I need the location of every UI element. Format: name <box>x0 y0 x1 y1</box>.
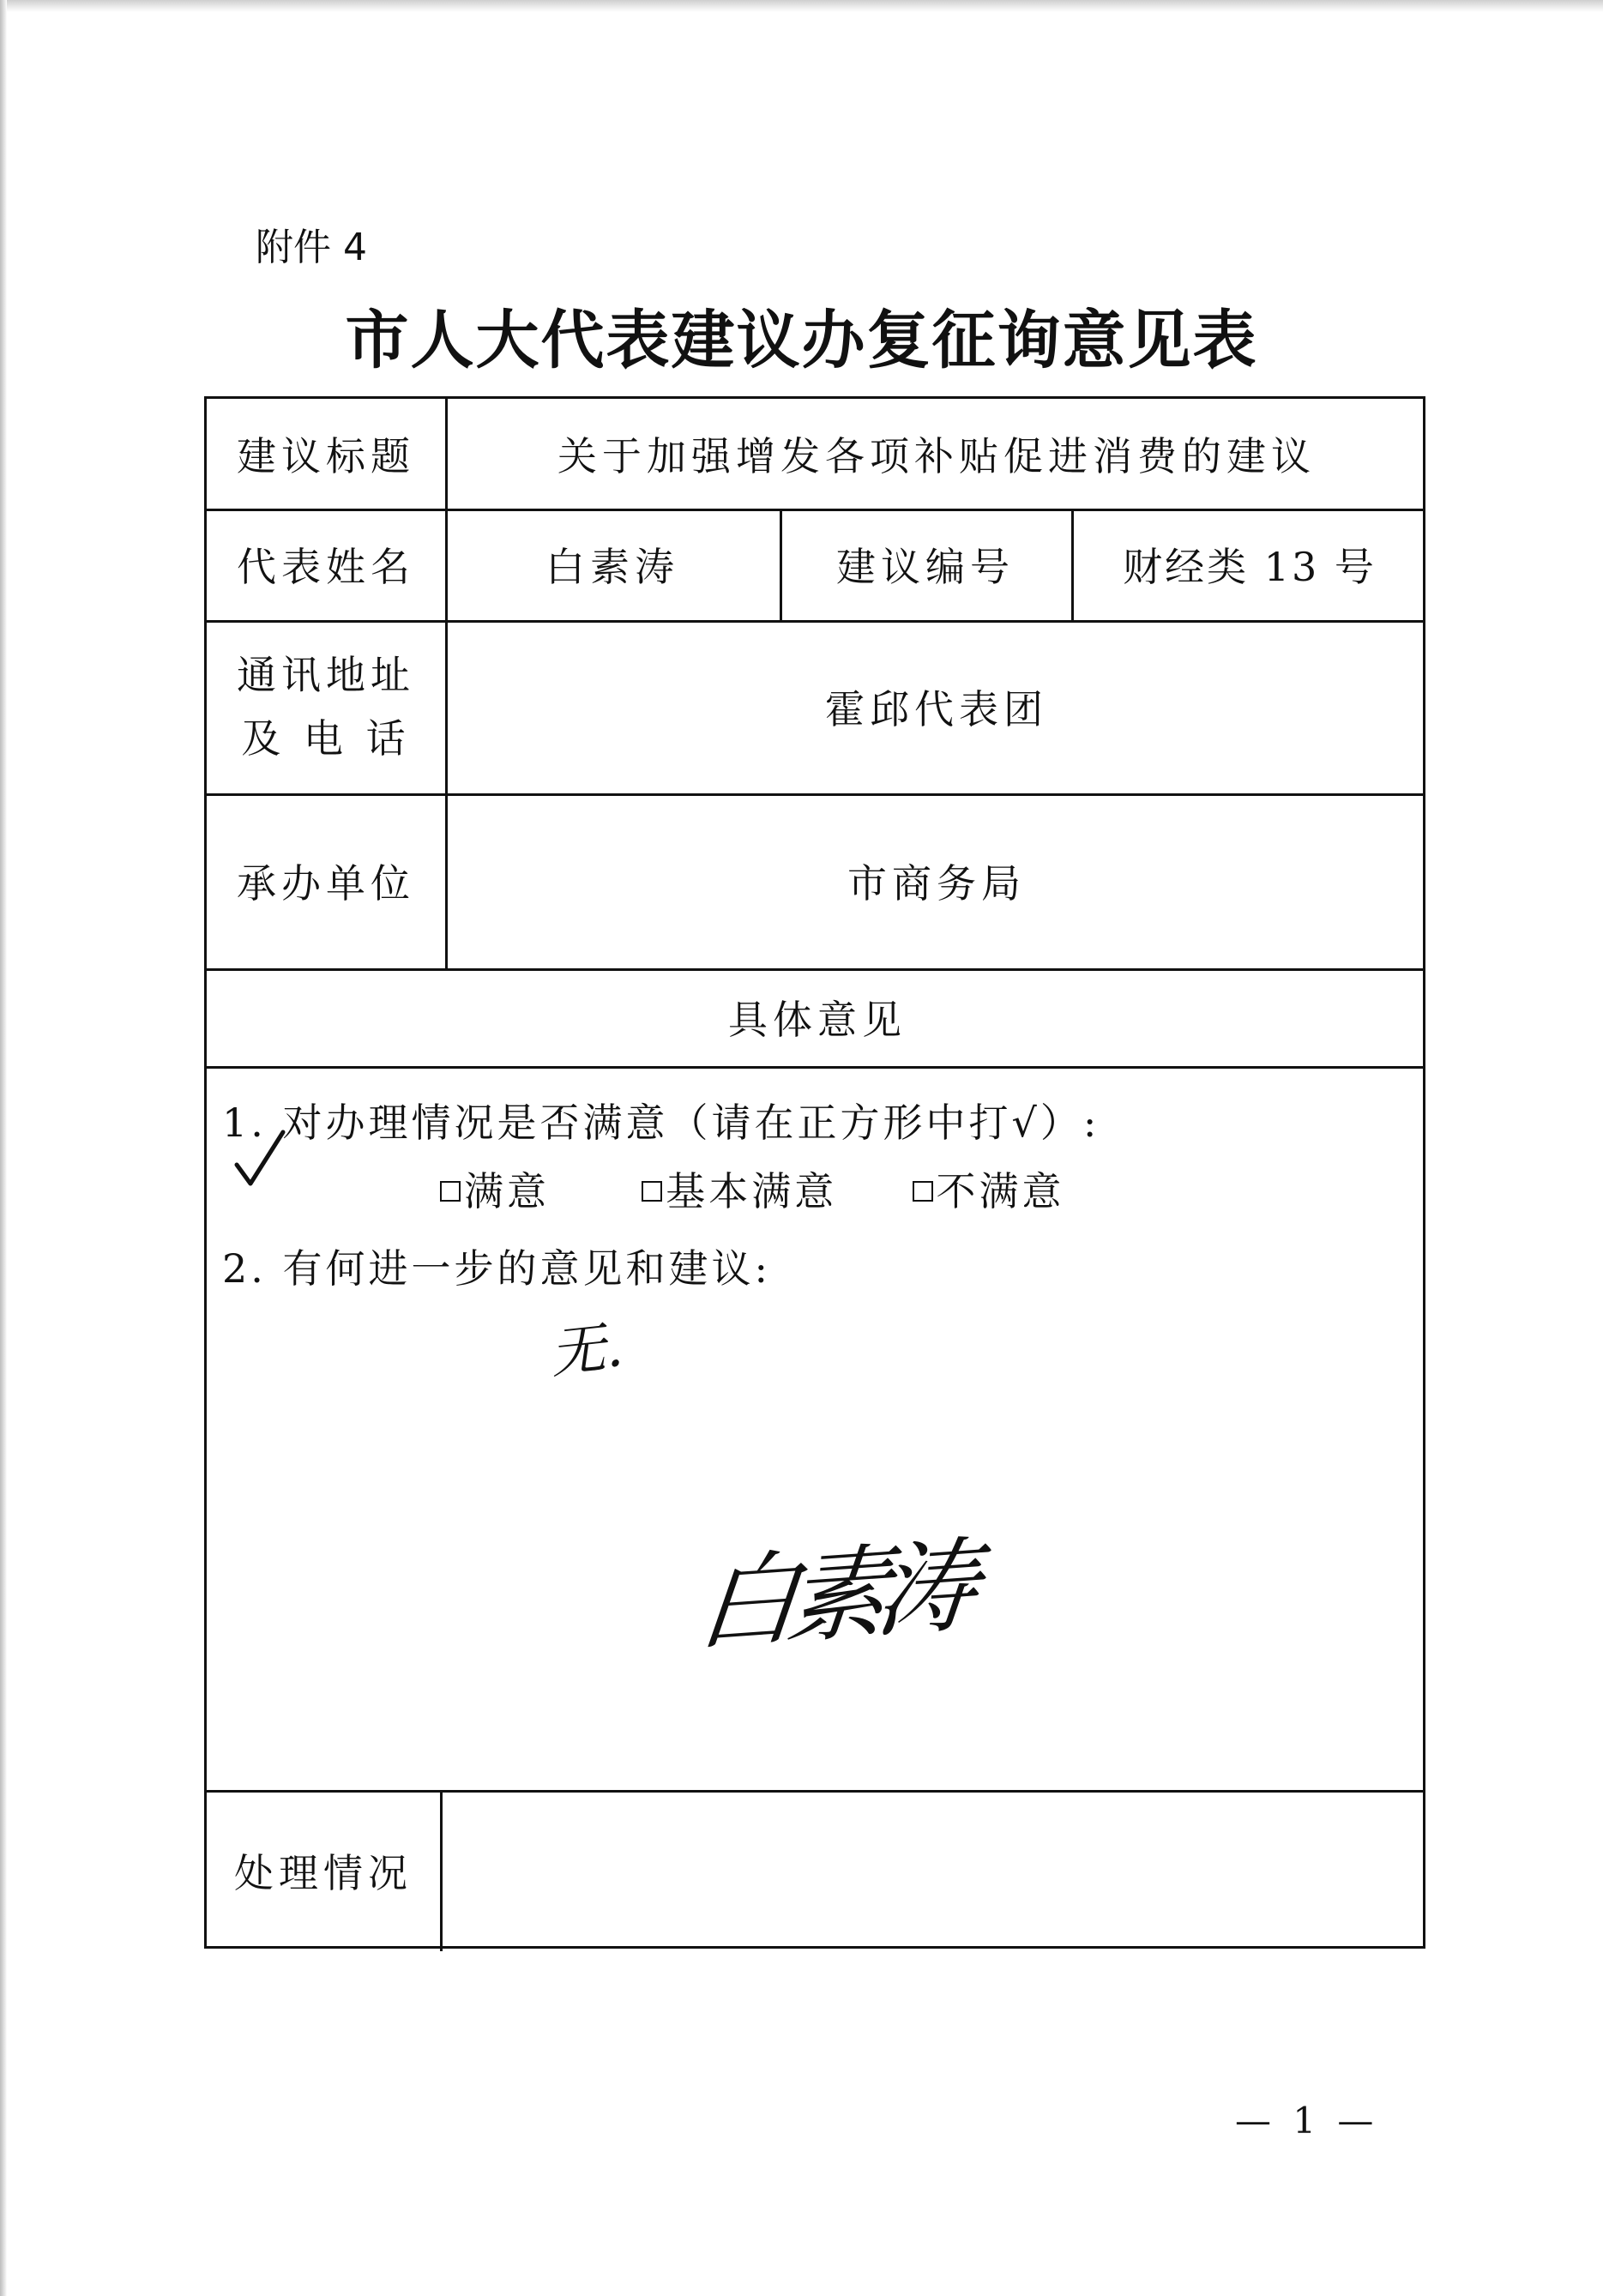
handwritten-check-mark-icon <box>230 1127 290 1196</box>
option-basically-satisfied[interactable]: 基本满意 <box>642 1168 837 1214</box>
question-further-suggestions: 2. 有何进一步的意见和建议: <box>222 1245 772 1292</box>
delegate-name-value: 白素涛 <box>545 544 679 590</box>
proposal-title-value: 关于加强增发各项补贴促进消费的建议 <box>557 433 1316 479</box>
handling-status-value[interactable] <box>440 1790 1428 1951</box>
handling-unit-label: 承办单位 <box>237 860 415 907</box>
address-phone-value: 霍邱代表团 <box>825 686 1048 732</box>
handling-unit-value: 市商务局 <box>847 860 1026 907</box>
address-phone-label <box>207 620 445 793</box>
opinion-header: 具体意见 <box>728 997 907 1043</box>
address-label-line1: 通讯地址 <box>237 652 415 698</box>
option-satisfied[interactable]: 满意 <box>440 1168 550 1214</box>
row-divider <box>207 1066 1423 1069</box>
question-satisfaction: 1. 对办理情况是否满意（请在正方形中打√）: <box>222 1100 1100 1146</box>
scan-edge-top <box>0 0 1603 12</box>
page-title: 市人大代表建议办复征询意见表 <box>345 304 1258 377</box>
proposal-number-label: 建议编号 <box>836 544 1015 590</box>
delegate-signature: 白素涛 <box>691 1526 972 1665</box>
feedback-form <box>204 396 1425 1949</box>
checkbox-unsatisfied[interactable] <box>913 1181 933 1202</box>
proposal-number-value: 财经类 13 号 <box>1123 544 1377 590</box>
satisfaction-options <box>440 1160 1065 1217</box>
page-number: — 1 — <box>1235 2100 1379 2142</box>
delegate-name-label: 代表姓名 <box>237 544 415 590</box>
checkbox-basically-satisfied[interactable] <box>642 1181 662 1202</box>
handling-status-label: 处理情况 <box>234 1850 413 1896</box>
option-unsatisfied[interactable]: 不满意 <box>913 1168 1065 1214</box>
checkbox-satisfied[interactable] <box>440 1181 461 1202</box>
attachment-label: 附件 4 <box>256 226 367 269</box>
address-label-line2: 及 电 话 <box>241 715 411 762</box>
handwritten-answer: 无. <box>546 1315 626 1387</box>
proposal-title-label: 建议标题 <box>237 433 415 479</box>
